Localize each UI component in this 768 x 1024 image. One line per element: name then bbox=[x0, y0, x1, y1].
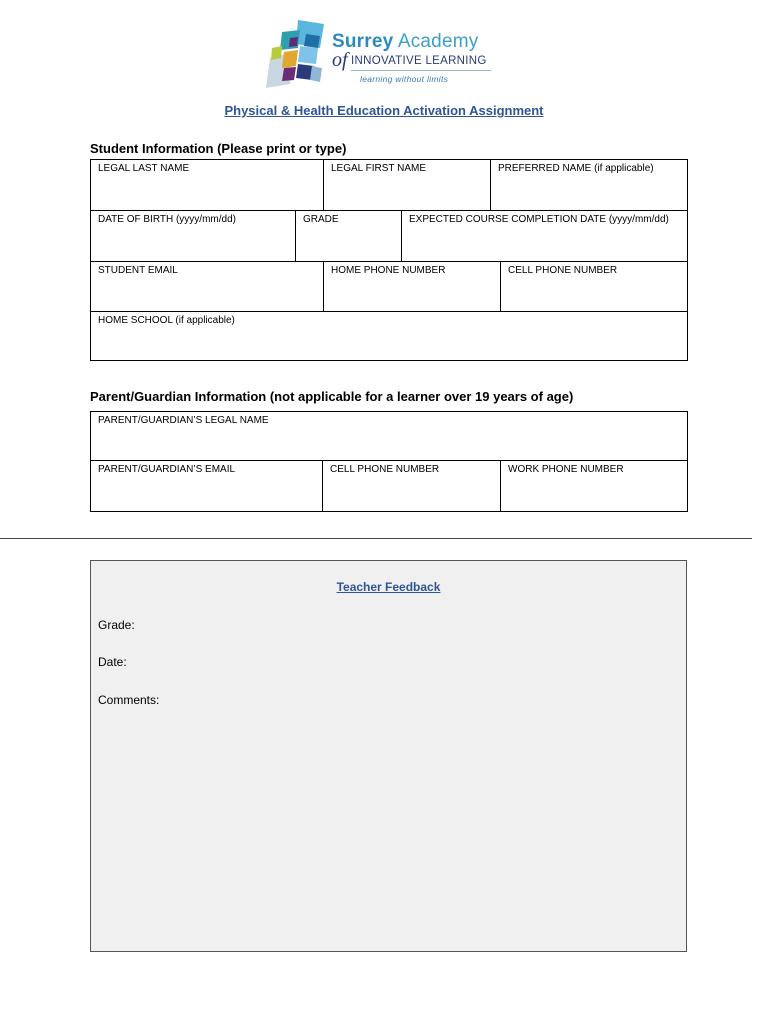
teacher-feedback-heading: Teacher Feedback bbox=[336, 580, 441, 594]
cell-phone-label: CELL PHONE NUMBER bbox=[508, 265, 618, 276]
preferred-name-label: PREFERRED NAME (if applicable) bbox=[498, 163, 654, 174]
home-phone-label: HOME PHONE NUMBER bbox=[331, 265, 446, 276]
home-school-field[interactable] bbox=[91, 312, 687, 360]
guardian-legal-name-field[interactable] bbox=[91, 412, 687, 461]
logo-name-part2: Academy bbox=[397, 31, 479, 52]
document-title: Physical & Health Education Activation Assignment bbox=[224, 103, 544, 118]
expected-completion-date-field[interactable] bbox=[402, 211, 687, 262]
teacher-feedback-box bbox=[90, 560, 687, 952]
date-of-birth-label: DATE OF BIRTH (yyyy/mm/dd) bbox=[98, 214, 236, 225]
legal-first-name-field[interactable] bbox=[324, 160, 491, 211]
home-school-label: HOME SCHOOL (if applicable) bbox=[98, 315, 235, 326]
school-logo bbox=[262, 18, 492, 90]
logo-tagline: learning without limits bbox=[360, 74, 449, 84]
legal-last-name-field[interactable] bbox=[91, 160, 324, 211]
guardian-email-label: PARENT/GUARDIAN’S EMAIL bbox=[98, 464, 236, 475]
feedback-date-label: Date: bbox=[98, 655, 127, 669]
guardian-cell-phone-field[interactable] bbox=[323, 461, 501, 511]
grade-field[interactable] bbox=[296, 211, 402, 262]
feedback-comments-label: Comments: bbox=[98, 693, 160, 707]
guardian-email-field[interactable] bbox=[91, 461, 323, 511]
date-of-birth-field[interactable] bbox=[91, 211, 296, 262]
guardian-work-phone-label: WORK PHONE NUMBER bbox=[508, 464, 624, 475]
cell-phone-field[interactable] bbox=[501, 262, 687, 312]
legal-last-name-label: LEGAL LAST NAME bbox=[98, 163, 190, 174]
guardian-work-phone-field[interactable] bbox=[501, 461, 687, 511]
student-section-heading: Student Information (Please print or type) bbox=[90, 141, 347, 156]
expected-completion-date-label: EXPECTED COURSE COMPLETION DATE (yyyy/mm/dd) bbox=[409, 214, 669, 225]
parent-info-form bbox=[90, 411, 688, 512]
student-email-label: STUDENT EMAIL bbox=[98, 265, 178, 276]
preferred-name-field[interactable] bbox=[491, 160, 687, 211]
guardian-legal-name-label: PARENT/GUARDIAN’S LEGAL NAME bbox=[98, 415, 269, 426]
feedback-grade-label: Grade: bbox=[98, 618, 135, 632]
parent-section-heading: Parent/Guardian Information (not applicable for a learner over 19 years of age) bbox=[90, 389, 574, 404]
logo-mosaic-icon bbox=[262, 18, 330, 90]
logo-name-line2: INNOVATIVE LEARNING bbox=[351, 55, 487, 67]
logo-rule bbox=[351, 70, 491, 71]
student-email-field[interactable] bbox=[91, 262, 324, 312]
home-phone-field[interactable] bbox=[324, 262, 501, 312]
logo-name-part1: Surrey bbox=[332, 31, 394, 52]
logo-of: of bbox=[332, 49, 348, 71]
student-info-form bbox=[90, 159, 688, 361]
guardian-cell-phone-label: CELL PHONE NUMBER bbox=[330, 464, 440, 475]
legal-first-name-label: LEGAL FIRST NAME bbox=[331, 163, 427, 174]
grade-label: GRADE bbox=[303, 214, 339, 225]
section-divider bbox=[0, 538, 752, 539]
